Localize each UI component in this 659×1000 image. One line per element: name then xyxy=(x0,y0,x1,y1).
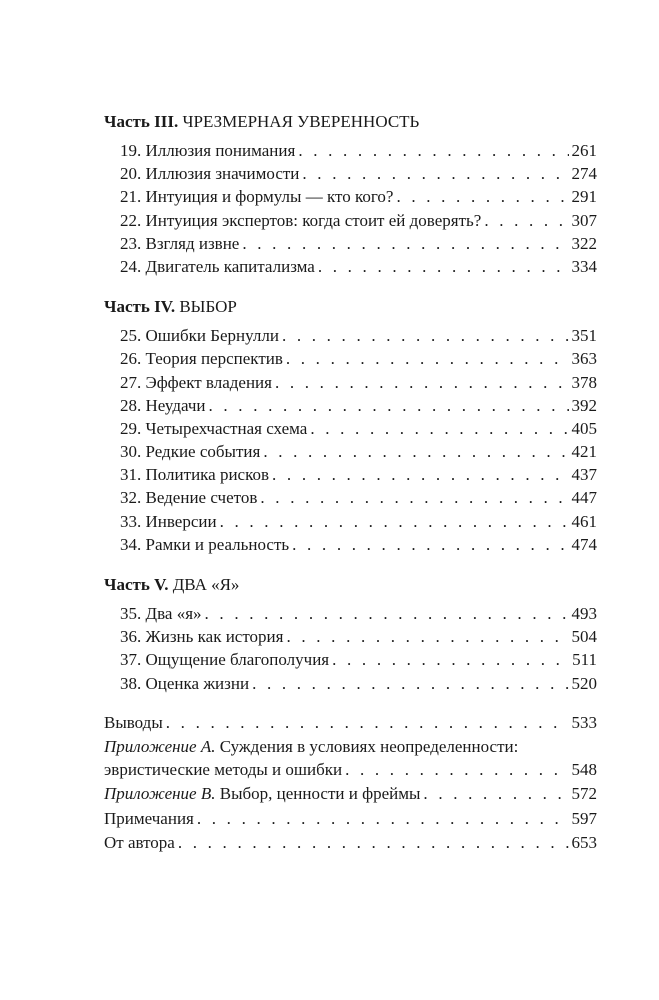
chapter-title: 19. Иллюзия понимания xyxy=(120,141,296,160)
dot-leader xyxy=(197,807,569,830)
toc-entry[interactable] xyxy=(120,648,597,671)
page-number: 291 xyxy=(571,187,597,207)
part-label: Часть V. xyxy=(104,575,169,594)
dot-leader xyxy=(272,463,568,486)
chapter-title: 23. Взгляд извне xyxy=(120,233,240,253)
page-number: 461 xyxy=(571,511,597,531)
page-number: 511 xyxy=(572,650,597,670)
page-number: 597 xyxy=(571,808,597,828)
dot-leader xyxy=(298,139,568,162)
page-number: 334 xyxy=(571,256,597,276)
entry-title: От автора xyxy=(104,832,175,852)
page-number: 493 xyxy=(571,604,597,623)
toc-entry[interactable] xyxy=(120,255,597,278)
spacer xyxy=(104,278,597,296)
dot-leader xyxy=(292,533,568,556)
toc-entry[interactable] xyxy=(120,486,597,509)
toc-entry-author[interactable] xyxy=(104,831,597,854)
toc-entry[interactable] xyxy=(120,371,597,394)
toc-entry[interactable] xyxy=(120,232,597,255)
back-matter xyxy=(104,711,597,854)
toc-entry[interactable] xyxy=(120,672,597,695)
dot-leader xyxy=(396,185,568,208)
dot-leader xyxy=(423,782,568,805)
part-heading xyxy=(104,111,597,133)
toc-entry[interactable] xyxy=(120,394,597,417)
dot-leader xyxy=(484,209,568,232)
dot-leader xyxy=(260,486,568,509)
part-label: Часть IV. xyxy=(104,297,176,317)
dot-leader xyxy=(178,831,569,854)
page-number: 392 xyxy=(571,395,597,415)
chapter-title: 34. Рамки и реальность xyxy=(120,534,290,554)
part-title: ДВА «Я» xyxy=(172,575,240,594)
chapter-title: 35. Два «я» xyxy=(120,604,202,623)
part-4 xyxy=(104,296,597,556)
toc-entry-appendix-b[interactable] xyxy=(104,782,597,805)
page-number: 474 xyxy=(571,534,597,554)
toc-entry[interactable] xyxy=(120,347,597,370)
dot-leader xyxy=(345,758,568,781)
chapter-title: 38. Оценка жизни xyxy=(120,673,250,693)
part-title: ВЫБОР xyxy=(179,297,237,317)
table-of-contents xyxy=(104,111,597,855)
chapter-title: 31. Политика рисков xyxy=(120,465,270,485)
page-number: 447 xyxy=(571,488,597,508)
chapter-title: 29. Четырехчастная схема xyxy=(120,418,308,438)
page-number: 378 xyxy=(571,372,597,392)
chapter-title: 20. Иллюзия значимости xyxy=(120,164,300,184)
appendix-title: Суждения в условиях неопределенности: xyxy=(219,736,519,756)
dot-leader xyxy=(166,711,569,734)
part-5 xyxy=(104,574,597,695)
toc-entry-appendix-a[interactable] xyxy=(104,735,597,781)
chapter-title: 25. Ошибки Бернулли xyxy=(120,326,279,346)
chapter-list xyxy=(104,602,597,695)
dot-leader xyxy=(286,347,569,370)
page-number: 351 xyxy=(571,326,597,346)
chapter-title: 37. Ощущение благополучия xyxy=(120,650,330,670)
entry-title: Выводы xyxy=(104,712,163,732)
chapter-title: 24. Двигатель капитализма xyxy=(120,256,315,276)
page-number: 504 xyxy=(571,627,597,647)
chapter-list xyxy=(104,324,597,556)
dot-leader xyxy=(252,672,568,695)
part-title: ЧРЕЗМЕРНАЯ УВЕРЕННОСТЬ xyxy=(182,112,420,131)
page-number: 437 xyxy=(571,465,597,485)
dot-leader xyxy=(318,255,569,278)
toc-entry[interactable] xyxy=(120,324,597,347)
dot-leader xyxy=(275,371,569,394)
chapter-title: 36. Жизнь как история xyxy=(120,627,284,647)
toc-entry[interactable] xyxy=(120,510,597,533)
dot-leader xyxy=(282,324,569,347)
page-number: 322 xyxy=(571,233,597,253)
spacer xyxy=(104,556,597,574)
appendix-a-line-1 xyxy=(104,735,597,758)
page-number: 653 xyxy=(571,832,597,852)
chapter-title: 27. Эффект владения xyxy=(120,372,272,392)
appendix-title-cont: эвристические методы и ошибки xyxy=(104,760,343,780)
part-heading xyxy=(104,574,597,596)
appendix-label: Приложение А. xyxy=(104,736,216,756)
dot-leader xyxy=(310,417,568,440)
toc-entry[interactable] xyxy=(120,602,597,625)
part-label: Часть III. xyxy=(104,112,179,131)
entry-title xyxy=(104,782,420,805)
appendix-title: Выбор, ценности и фреймы xyxy=(219,784,421,804)
page-number: 572 xyxy=(571,784,597,804)
toc-entry[interactable] xyxy=(120,625,597,648)
dot-leader xyxy=(263,440,568,463)
page-number: 307 xyxy=(571,210,597,230)
part-3 xyxy=(104,111,597,278)
appendix-label: Приложение В. xyxy=(104,784,216,804)
toc-entry-notes[interactable] xyxy=(104,807,597,830)
chapter-title: 26. Теория перспектив xyxy=(120,349,283,369)
chapter-title: 30. Редкие события xyxy=(120,442,261,462)
page-number: 261 xyxy=(571,141,597,160)
part-heading xyxy=(104,296,597,318)
dot-leader xyxy=(242,232,568,255)
chapter-title: 32. Ведение счетов xyxy=(120,488,258,508)
toc-entry[interactable] xyxy=(120,417,597,440)
chapter-title: 22. Интуиция экспертов: когда стоит ей доверять? xyxy=(120,210,482,230)
dot-leader xyxy=(286,625,568,648)
chapter-title: 21. Интуиция и формулы — кто кого? xyxy=(120,187,394,207)
spacer xyxy=(104,695,597,711)
dot-leader xyxy=(302,162,568,185)
dot-leader xyxy=(220,510,569,533)
toc-entry[interactable] xyxy=(120,440,597,463)
page-number: 548 xyxy=(571,760,597,780)
toc-entry[interactable] xyxy=(120,463,597,486)
page-number: 274 xyxy=(571,164,597,184)
toc-entry[interactable] xyxy=(120,185,597,208)
page-number: 520 xyxy=(571,673,597,693)
chapter-list xyxy=(104,139,597,278)
dot-leader xyxy=(332,648,569,671)
toc-entry[interactable] xyxy=(120,209,597,232)
entry-title: Примечания xyxy=(104,808,194,828)
toc-entry[interactable] xyxy=(120,533,597,556)
toc-entry[interactable] xyxy=(120,139,597,162)
toc-entry[interactable] xyxy=(120,162,597,185)
dot-leader xyxy=(205,602,569,625)
toc-entry-conclusions[interactable] xyxy=(104,711,597,734)
page-number: 421 xyxy=(571,442,597,462)
page-number: 405 xyxy=(571,418,597,438)
page-number: 363 xyxy=(571,349,597,369)
chapter-title: 28. Неудачи xyxy=(120,395,206,415)
appendix-a-line-2 xyxy=(104,758,597,781)
dot-leader xyxy=(209,394,569,417)
chapter-title: 33. Инверсии xyxy=(120,511,217,531)
page-number: 533 xyxy=(571,712,597,732)
